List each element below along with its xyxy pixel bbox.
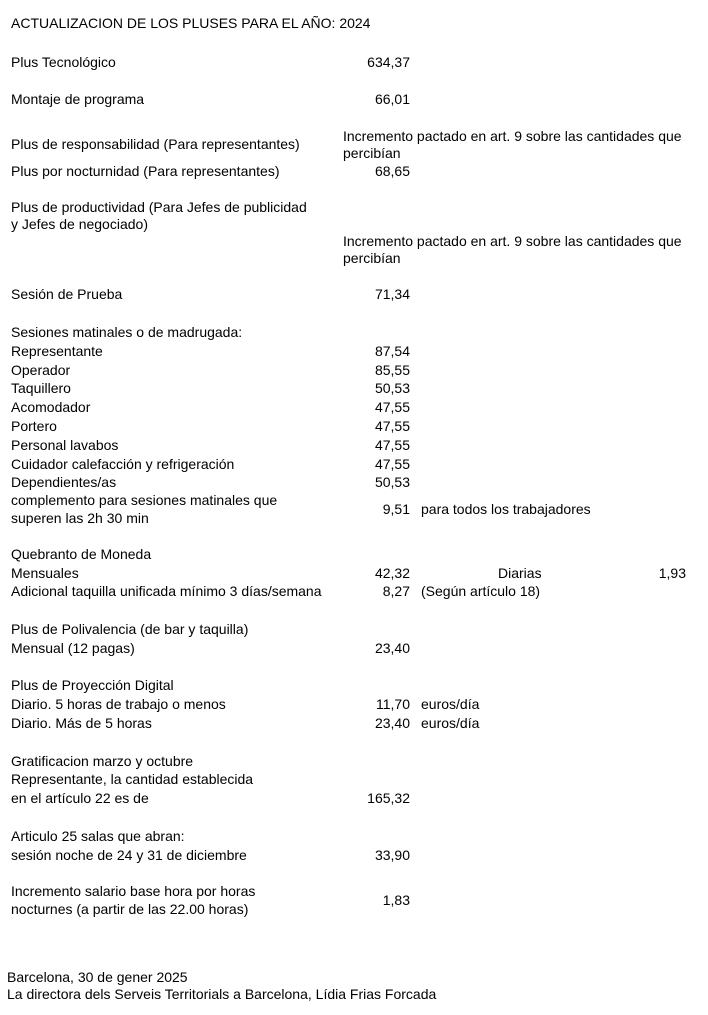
matinales-row-label: Portero	[11, 418, 57, 434]
proyeccion-row2-value: 23,40	[374, 715, 410, 731]
complemento-note: para todos los trabajadores	[421, 501, 591, 517]
matinales-heading: Sesiones matinales o de madrugada:	[11, 324, 243, 340]
articulo25-line-2: sesión noche de 24 y 31 de diciembre	[11, 847, 247, 863]
footer-signature: La directora dels Serveis Territorials a Barcelona, Lídia Frias Forcada	[7, 986, 437, 1002]
plus-tecnologico-label: Plus Tecnológico	[11, 54, 116, 70]
complemento-value: 9,51	[382, 501, 410, 517]
matinales-row-value: 50,53	[374, 474, 410, 490]
page-title: ACTUALIZACION DE LOS PLUSES PARA EL AÑO: 2024	[11, 15, 371, 31]
quebranto-diarias-value: 1,93	[658, 565, 686, 581]
productividad-note-2: percibían	[343, 250, 401, 266]
footer-place-date: Barcelona, 30 de gener 2025	[7, 969, 188, 985]
matinales-row-label: Cuidador calefacción y refrigeración	[11, 456, 235, 472]
quebranto-diarias-label: Diarias	[498, 565, 542, 581]
proyeccion-row1-value: 11,70	[376, 696, 410, 712]
responsabilidad-note-1: Incremento pactado en art. 9 sobre las cantidades que	[343, 128, 682, 144]
incremento-value: 1,83	[382, 892, 410, 908]
gratificacion-line-3: en el artículo 22 es de	[11, 790, 149, 806]
matinales-row-value: 47,55	[374, 456, 410, 472]
articulo25-line-1: Articulo 25 salas que abran:	[11, 828, 185, 844]
matinales-row-value: 47,55	[374, 399, 410, 415]
incremento-line-2: nocturnes (a partir de las 22.00 horas)	[11, 901, 249, 917]
gratificacion-value: 165,32	[367, 790, 410, 806]
proyeccion-row1-unit: euros/día	[421, 696, 480, 712]
incremento-line-1: Incremento salario base hora por horas	[11, 883, 256, 899]
proyeccion-heading: Plus de Proyección Digital	[11, 677, 174, 693]
quebranto-mensuales-label: Mensuales	[11, 565, 79, 581]
quebranto-adicional-label: Adicional taquilla unificada mínimo 3 días/semana	[11, 583, 322, 599]
plus-tecnologico-value: 634,37	[367, 54, 410, 70]
articulo25-value: 33,90	[374, 847, 410, 863]
matinales-row-value: 47,55	[374, 437, 410, 453]
quebranto-heading: Quebranto de Moneda	[11, 546, 152, 562]
polivalencia-label: Mensual (12 pagas)	[11, 640, 135, 656]
montaje-value: 66,01	[374, 91, 410, 107]
responsabilidad-note-2: percibían	[343, 145, 401, 161]
matinales-row-value: 47,55	[374, 418, 410, 434]
sesion-prueba-label: Sesión de Prueba	[11, 286, 123, 302]
productividad-label-1: Plus de productividad (Para Jefes de publicidad	[11, 199, 307, 215]
proyeccion-row2-unit: euros/día	[421, 715, 480, 731]
gratificacion-line-1: Gratificacion marzo y octubre	[11, 753, 194, 769]
sesion-prueba-value: 71,34	[374, 286, 410, 302]
productividad-note-1: Incremento pactado en art. 9 sobre las cantidades que	[343, 233, 682, 249]
nocturnidad-label: Plus por nocturnidad (Para representantes)	[11, 163, 280, 179]
quebranto-adicional-note: (Según artículo 18)	[421, 583, 541, 599]
nocturnidad-value: 68,65	[374, 163, 410, 179]
polivalencia-heading: Plus de Polivalencia (de bar y taquilla)	[11, 621, 249, 637]
productividad-label-2: y Jefes de negociado)	[11, 216, 148, 232]
quebranto-mensuales-value: 42,32	[374, 565, 410, 581]
matinales-row-label: Dependientes/as	[11, 474, 117, 490]
gratificacion-line-2: Representante, la cantidad establecida	[11, 771, 254, 787]
matinales-row-label: Personal lavabos	[11, 437, 119, 453]
responsabilidad-label: Plus de responsabilidad (Para representantes)	[11, 136, 300, 152]
complemento-label-2: superen las 2h 30 min	[11, 510, 149, 526]
proyeccion-row1-label: Diario. 5 horas de trabajo o menos	[11, 696, 226, 712]
matinales-row-label: Representante	[11, 343, 103, 359]
complemento-label-1: complemento para sesiones matinales que	[11, 492, 278, 508]
proyeccion-row2-label: Diario. Más de 5 horas	[11, 715, 152, 731]
montaje-label: Montaje de programa	[11, 91, 145, 107]
matinales-row-label: Taquillero	[11, 380, 71, 396]
matinales-row-label: Operador	[11, 362, 71, 378]
matinales-row-value: 50,53	[374, 380, 410, 396]
matinales-row-value: 85,55	[374, 362, 410, 378]
matinales-row-value: 87,54	[374, 343, 410, 359]
polivalencia-value: 23,40	[374, 640, 410, 656]
quebranto-adicional-value: 8,27	[382, 583, 410, 599]
matinales-row-label: Acomodador	[11, 399, 91, 415]
